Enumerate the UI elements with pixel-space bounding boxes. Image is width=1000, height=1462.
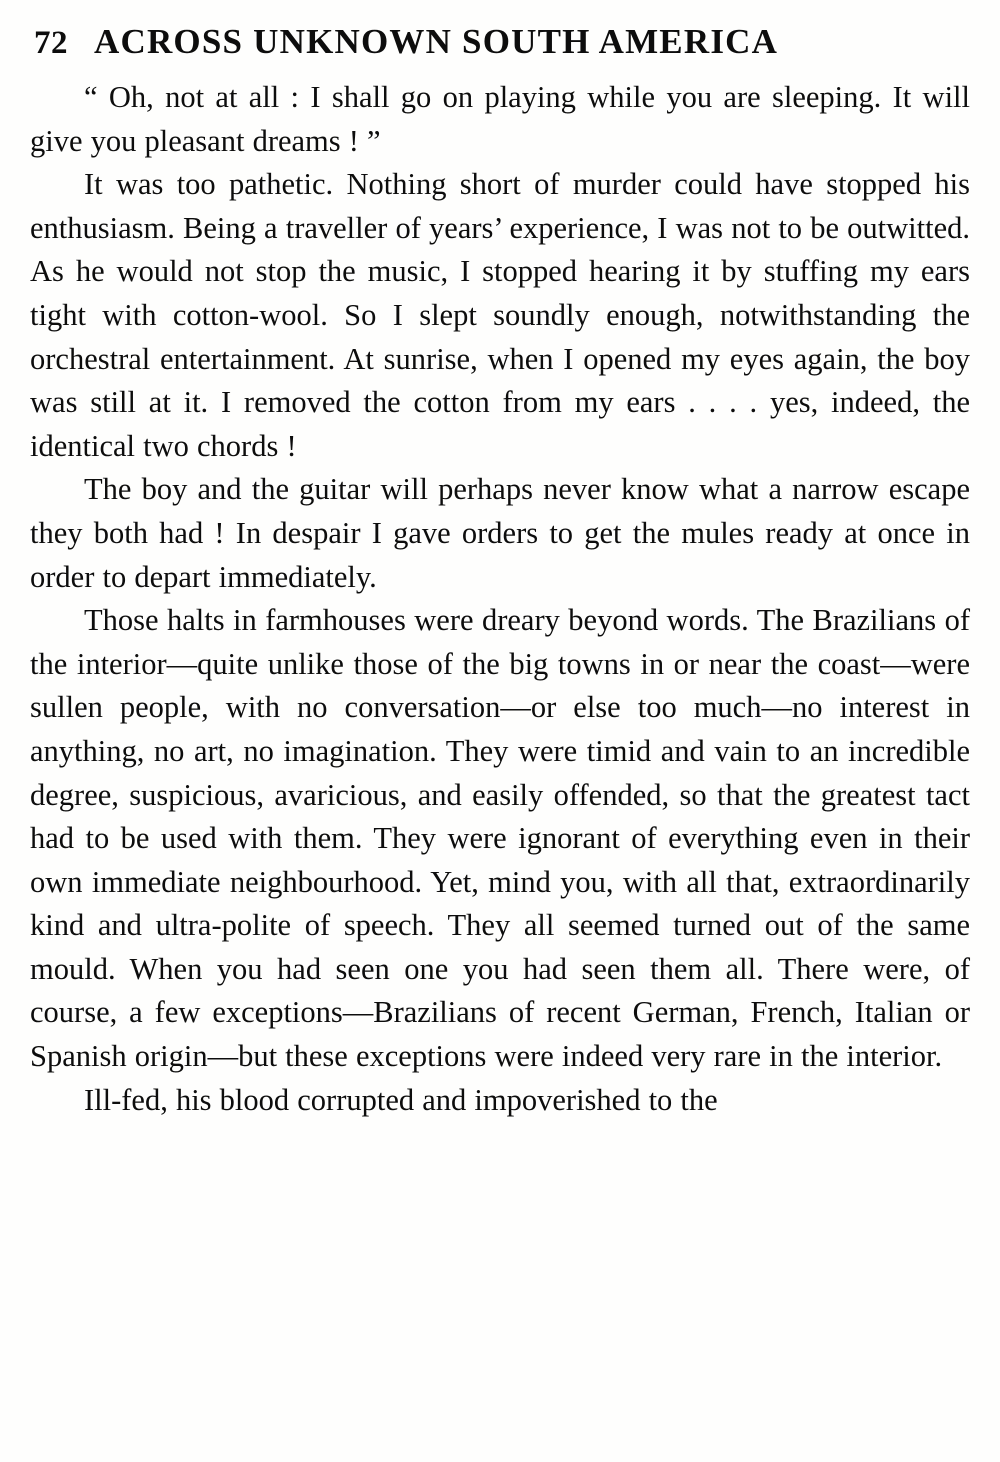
paragraph: “ Oh, not at all : I shall go on playing while you are sleeping. It will give you pleasant dreams ! ”	[30, 80, 970, 158]
paragraph: Those halts in farmhouses were dreary beyond words. The Brazilians of the interior—quite unlike those of the big towns in or near the coast—were sullen people, with no conversation—or else too much—no interest in anything, no art, no imagination. They were timid and vain to an incredible degree, suspicious, avaricious, and easily offended, so that the greatest tact had to be used with them. They were ignorant of everything even in their own immediate neighbourhood. Yet, mind you, with all that, extraordinarily kind and ultra-polite of speech. They all seemed turned out of the same mould. When you had seen one you had seen them all. There were, of course, a few exceptions—Brazilians of recent German, French, Italian or Spanish origin—but these exceptions were indeed very rare in the interior.	[30, 603, 970, 1074]
running-head	[34, 22, 970, 62]
running-head-title: ACROSS UNKNOWN SOUTH AMERICA	[94, 22, 779, 61]
body-text	[30, 76, 970, 1122]
paragraph: It was too pathetic. Nothing short of murder could have stopped his enthusiasm. Being a traveller of years’ experience, I was not to be outwitted. As he would not stop the music, I stopped hearing it by stuffing my ears tight with cotton-wool. So I slept soundly enough, notwithstanding the orchestral entertainment. At sunrise, when I opened my eyes again, the boy was still at it. I removed the cotton from my ears . . . . yes, indeed, the identical two chords !	[30, 167, 970, 463]
paragraph: The boy and the guitar will perhaps never know what a narrow escape they both had ! In despair I gave orders to get the mules ready at once in order to depart immediately.	[30, 472, 970, 594]
page-number: 72	[34, 25, 68, 61]
paragraph: Ill-fed, his blood corrupted and impoverished to the	[84, 1082, 718, 1117]
